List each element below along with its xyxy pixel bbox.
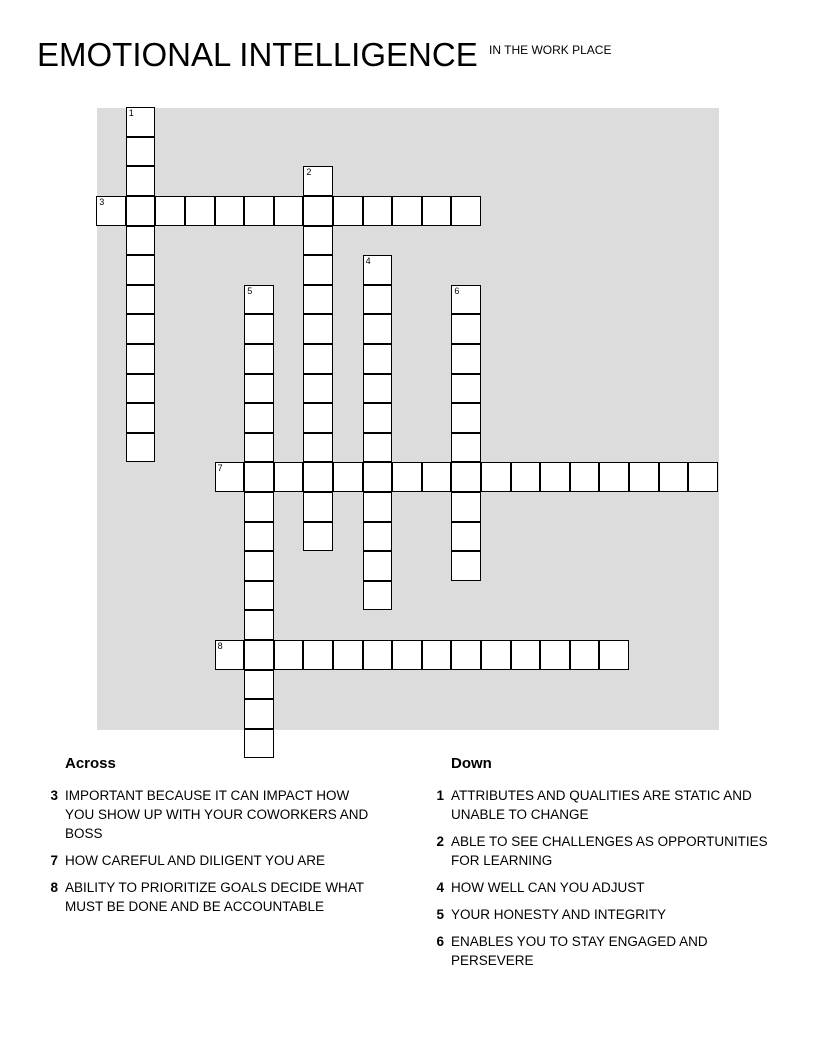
clue-text: HOW WELL CAN YOU ADJUST xyxy=(451,880,645,895)
crossword-cell[interactable] xyxy=(422,462,452,492)
crossword-cell[interactable] xyxy=(244,403,274,433)
cell-number: 4 xyxy=(365,256,371,267)
crossword-cell[interactable] xyxy=(363,403,393,433)
crossword-cell[interactable] xyxy=(599,640,629,670)
crossword-cell[interactable] xyxy=(451,492,481,522)
crossword-cell[interactable] xyxy=(126,344,156,374)
crossword-cell[interactable] xyxy=(303,433,333,463)
crossword-cell[interactable] xyxy=(244,344,274,374)
clue-number: 5 xyxy=(436,907,444,922)
crossword-cell[interactable] xyxy=(303,226,333,256)
crossword-cell[interactable] xyxy=(274,196,304,226)
across-heading: Across xyxy=(65,755,116,772)
crossword-cell[interactable] xyxy=(422,196,452,226)
crossword-cell[interactable] xyxy=(274,462,304,492)
crossword-cell[interactable] xyxy=(659,462,689,492)
clue-number: 8 xyxy=(50,880,58,895)
crossword-cell[interactable] xyxy=(303,314,333,344)
crossword-cell[interactable] xyxy=(215,640,245,670)
cell-number: 7 xyxy=(217,463,223,474)
crossword-cell[interactable] xyxy=(303,462,333,492)
clue-text: ABLE TO SEE CHALLENGES AS OPPORTUNITIES FOR LEARNING xyxy=(451,834,768,868)
crossword-cell[interactable] xyxy=(363,581,393,611)
down-clue xyxy=(423,832,783,870)
clue-text: ABILITY TO PRIORITIZE GOALS DECIDE WHAT MUST BE DONE AND BE ACCOUNTABLE xyxy=(65,880,364,914)
crossword-cell[interactable] xyxy=(363,314,393,344)
crossword-cell[interactable] xyxy=(481,640,511,670)
crossword-cell[interactable] xyxy=(126,285,156,315)
crossword-cell[interactable] xyxy=(363,196,393,226)
crossword-cell[interactable] xyxy=(96,196,126,226)
crossword-cell[interactable] xyxy=(126,196,156,226)
crossword-cell[interactable] xyxy=(303,403,333,433)
cell-number: 8 xyxy=(217,641,223,651)
crossword-cell[interactable] xyxy=(481,462,511,492)
page-title: EMOTIONAL INTELLIGENCE xyxy=(37,36,478,73)
crossword-cell[interactable] xyxy=(303,374,333,404)
crossword-cell[interactable] xyxy=(244,640,274,670)
crossword-cell[interactable] xyxy=(126,255,156,285)
crossword-cell[interactable] xyxy=(451,314,481,344)
cell-number: 6 xyxy=(454,285,460,296)
crossword-cell[interactable] xyxy=(126,107,156,137)
crossword-cell[interactable] xyxy=(244,285,274,315)
down-clue xyxy=(423,786,783,824)
crossword-cell[interactable] xyxy=(422,640,452,670)
clue-text: HOW CAREFUL AND DILIGENT YOU ARE xyxy=(65,853,326,868)
clue-text: IMPORTANT BECAUSE IT CAN IMPACT HOW YOU SHOW UP WITH YOUR COWORKERS AND BOSS xyxy=(65,788,369,841)
crossword-cell[interactable] xyxy=(363,374,393,404)
crossword-cell[interactable] xyxy=(570,462,600,492)
crossword-cell[interactable] xyxy=(244,433,274,463)
crossword-cell[interactable] xyxy=(363,285,393,315)
crossword-cell[interactable] xyxy=(363,344,393,374)
crossword-cell[interactable] xyxy=(215,196,245,226)
crossword-cell[interactable] xyxy=(303,255,333,285)
crossword-cell[interactable] xyxy=(540,640,570,670)
across-clue xyxy=(37,786,382,843)
crossword-cell[interactable] xyxy=(126,226,156,256)
crossword-cell[interactable] xyxy=(333,196,363,226)
crossword-cell[interactable] xyxy=(244,196,274,226)
across-clue xyxy=(37,878,382,916)
crossword-cell[interactable] xyxy=(215,462,245,492)
clue-number: 6 xyxy=(436,934,444,949)
clue-text: ATTRIBUTES AND QUALITIES ARE STATIC AND UNABLE TO CHANGE xyxy=(451,788,752,822)
crossword-cell[interactable] xyxy=(303,492,333,522)
crossword-cell[interactable] xyxy=(244,492,274,522)
crossword-cell[interactable] xyxy=(244,699,274,729)
crossword-cell[interactable] xyxy=(451,403,481,433)
crossword-cell[interactable] xyxy=(244,462,274,492)
crossword-cell[interactable] xyxy=(274,640,304,670)
clue-number: 2 xyxy=(436,834,444,849)
crossword-cell[interactable] xyxy=(126,314,156,344)
crossword-cell[interactable] xyxy=(244,314,274,344)
crossword-cell[interactable] xyxy=(126,374,156,404)
crossword-cell[interactable] xyxy=(511,462,541,492)
crossword-cell[interactable] xyxy=(363,551,393,581)
crossword-cell[interactable] xyxy=(185,196,215,226)
crossword-cell[interactable] xyxy=(126,403,156,433)
crossword-cell[interactable] xyxy=(244,610,274,640)
crossword-cell[interactable] xyxy=(451,462,481,492)
crossword-cell[interactable] xyxy=(126,433,156,463)
crossword-cell[interactable] xyxy=(244,522,274,552)
crossword-cell[interactable] xyxy=(392,640,422,670)
clue-text: YOUR HONESTY AND INTEGRITY xyxy=(451,907,667,922)
crossword-cell[interactable] xyxy=(511,640,541,670)
across-clue xyxy=(37,851,382,870)
crossword-cell[interactable] xyxy=(303,344,333,374)
crossword-cell[interactable] xyxy=(303,166,333,196)
crossword-cell[interactable] xyxy=(363,522,393,552)
clue-number: 1 xyxy=(436,788,444,803)
clue-text: ENABLES YOU TO STAY ENGAGED AND PERSEVERE xyxy=(451,934,708,968)
crossword-cell[interactable] xyxy=(451,433,481,463)
cell-number: 5 xyxy=(247,285,253,296)
crossword-cell[interactable] xyxy=(451,374,481,404)
clue-number: 7 xyxy=(50,853,58,868)
down-heading: Down xyxy=(451,755,492,772)
crossword-cell[interactable] xyxy=(126,137,156,167)
down-clue xyxy=(423,878,783,897)
down-clue xyxy=(423,932,783,970)
page-subtitle: IN THE WORK PLACE xyxy=(489,43,612,57)
crossword-cell[interactable] xyxy=(303,640,333,670)
crossword-cell[interactable] xyxy=(363,255,393,285)
crossword-cell[interactable] xyxy=(363,492,393,522)
crossword-cell[interactable] xyxy=(363,462,393,492)
crossword-cell[interactable] xyxy=(303,196,333,226)
crossword-cell[interactable] xyxy=(451,196,481,226)
crossword-cell[interactable] xyxy=(244,551,274,581)
crossword-cell[interactable] xyxy=(303,285,333,315)
crossword-cell[interactable] xyxy=(599,462,629,492)
crossword-cell[interactable] xyxy=(333,462,363,492)
cell-number: 2 xyxy=(306,167,312,178)
crossword-grid xyxy=(97,108,719,730)
crossword-cell[interactable] xyxy=(451,522,481,552)
crossword-cell[interactable] xyxy=(629,462,659,492)
crossword-cell[interactable] xyxy=(155,196,185,226)
crossword-cell[interactable] xyxy=(392,462,422,492)
crossword-cell[interactable] xyxy=(363,640,393,670)
crossword-cell[interactable] xyxy=(303,522,333,552)
across-clue-list xyxy=(37,786,382,924)
cell-number: 3 xyxy=(99,197,105,207)
crossword-cell[interactable] xyxy=(244,670,274,700)
crossword-cell[interactable] xyxy=(688,462,718,492)
crossword-cell[interactable] xyxy=(126,166,156,196)
crossword-cell[interactable] xyxy=(540,462,570,492)
crossword-cell[interactable] xyxy=(244,374,274,404)
crossword-cell[interactable] xyxy=(451,640,481,670)
crossword-cell[interactable] xyxy=(244,729,274,759)
crossword-cell[interactable] xyxy=(244,581,274,611)
clue-number: 4 xyxy=(436,880,444,895)
crossword-cell[interactable] xyxy=(392,196,422,226)
crossword-cell[interactable] xyxy=(451,344,481,374)
cell-number: 1 xyxy=(128,108,134,119)
crossword-cell[interactable] xyxy=(570,640,600,670)
crossword-cell[interactable] xyxy=(363,433,393,463)
down-clue-list xyxy=(423,786,783,978)
crossword-cell[interactable] xyxy=(333,640,363,670)
crossword-cell[interactable] xyxy=(451,551,481,581)
clue-number: 3 xyxy=(50,788,58,803)
down-clue xyxy=(423,905,783,924)
crossword-cell[interactable] xyxy=(451,285,481,315)
